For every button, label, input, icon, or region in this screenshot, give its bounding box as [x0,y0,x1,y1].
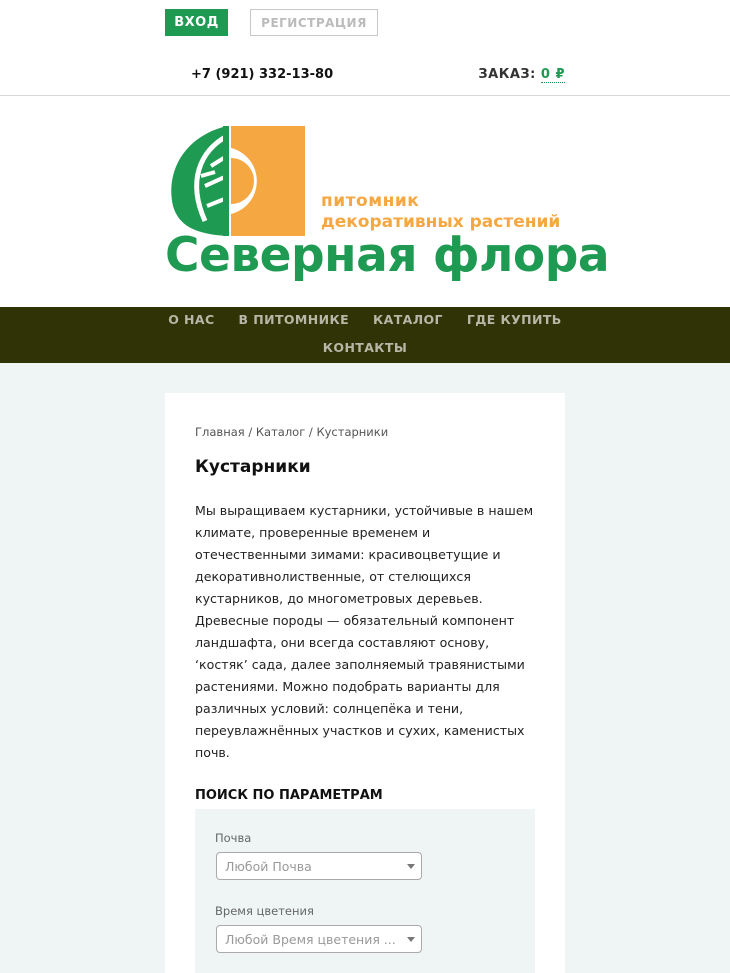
breadcrumb-separator: / [308,425,313,439]
register-button[interactable]: РЕГИСТРАЦИЯ [250,9,378,36]
filter-select-bloom-time[interactable] [216,925,422,953]
filter-label-bloom-time: Время цветения [215,904,314,918]
filter-select-soil[interactable] [216,852,422,880]
site-header [0,96,730,307]
phone-number: +7 (921) 332-13-80 [191,67,334,82]
nav-item-catalog[interactable]: КАТАЛОГ [373,312,443,327]
nav-item-where-to-buy[interactable]: ГДЕ КУПИТЬ [466,312,562,327]
content-card [165,393,565,973]
filter-panel [195,809,535,973]
chevron-down-icon [407,864,415,869]
logo-name: Северная флора [165,228,610,283]
nav-item-nursery[interactable]: В ПИТОМНИКЕ [238,312,350,327]
search-title: ПОИСК ПО ПАРАМЕТРАМ [195,788,383,803]
breadcrumb-catalog[interactable]: Каталог [255,425,306,439]
filter-select-bloom-time-value: Любой Время цветения ... [225,931,396,947]
top-bar [0,0,730,96]
main-nav [0,307,730,363]
breadcrumb [195,425,388,439]
nav-item-about[interactable]: О НАС [168,312,215,327]
logo-tagline-1: питомник [321,191,420,211]
breadcrumb-separator: / [248,425,253,439]
nav-item-contacts[interactable]: КОНТАКТЫ [322,340,408,355]
order-summary [478,67,565,82]
order-label: ЗАКАЗ: [478,67,536,82]
page-title: Кустарники [195,457,311,477]
logo-emblem-icon [165,126,305,236]
order-amount-link[interactable]: 0 ₽ [540,67,565,82]
breadcrumb-current: Кустарники [316,425,389,439]
breadcrumb-home[interactable]: Главная [195,425,245,439]
logo-tagline-2: декоративных растений [321,212,561,232]
login-button[interactable]: ВХОД [165,9,228,36]
logo[interactable] [165,126,610,286]
filter-select-soil-value: Любой Почва [225,858,312,874]
filter-label-soil: Почва [215,831,252,845]
page-description: Мы выращиваем кустарники, устойчивые в нашем климате, проверенные временем и отечественными зимами: красивоцветущие и декоративнолиственные, от стелющихся кустарников, до многометровых деревьев. Древесные породы — обязательный компонент ландшафта, они всегда составляют основу, ‘костяк’ сада, далее заполняемый травянистыми растениями. Можно подобрать варианты для различных условий: солнцепёка и тени, переувлажнённых участков и сухих, каменистых почв. [195,503,534,760]
chevron-down-icon [407,937,415,942]
